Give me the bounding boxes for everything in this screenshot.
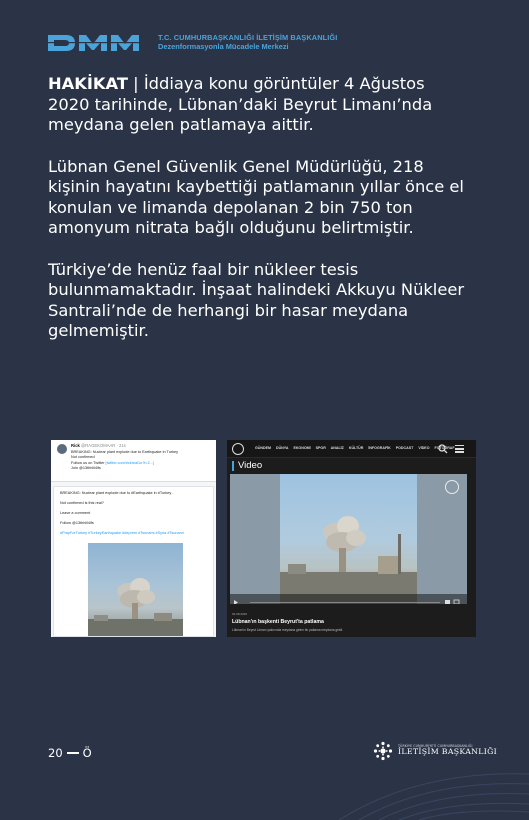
smoke-cloud-illustration — [280, 474, 417, 604]
menu-item: EKONOMİ — [293, 446, 311, 450]
tweet-text-line: Join @13thhill4ifs — [71, 466, 101, 470]
logo-institution-name: T.C. CUMHURBAŞKANLIĞI İLETİŞİM BAŞKANLIĞI — [158, 33, 338, 43]
menu-icon — [455, 445, 464, 453]
news-menu — [255, 446, 459, 450]
play-icon — [230, 597, 467, 604]
menu-item: VİDEO — [418, 446, 430, 450]
paragraph-explosion-cause: Lübnan Genel Güvenlik Genel Müdürlüğü, 218 kişinin hayatını kaybettiği patlamanın yıllar önce el konulan ve limanda depolanan 2 bin 750 ton amonyum nitrata bağlı olduğunu belirtmiştir. — [48, 156, 464, 237]
video-player — [230, 474, 467, 604]
menu-item: ANALİZ — [330, 446, 344, 450]
news-navbar — [227, 440, 476, 458]
logo-center-name: Dezenformasyonla Mücadele Merkezi — [158, 42, 289, 51]
smoke-cloud-illustration — [88, 543, 183, 636]
menu-item: DÜNYA — [275, 446, 289, 450]
menu-item: GÜNDEM — [255, 446, 271, 450]
tweet-text-line: BREAKING: Nuclear plant explode due to Earthquake in Turkey — [71, 450, 179, 454]
tweet-author: Rick — [71, 443, 80, 448]
menu-item: PODCAST — [395, 446, 414, 450]
explosion-photo — [88, 543, 183, 636]
tweet-screenshot — [51, 440, 216, 637]
paragraph1-text: İddiaya konu görüntüler 4 Ağustos 2020 tarihinde, Lübnan’daki Beyrut Limanı’nda meydana gelen patlamaya aittir. — [48, 74, 433, 134]
section-title: Video — [232, 461, 262, 471]
institution-small-text: TÜRKİYE CUMHURİYETİ CUMHURBAŞKANLIĞI — [398, 743, 473, 748]
aa-logo-icon — [232, 443, 244, 455]
video-description: Lübnan'ın Beyrut Limanı yakınında meydana gelen bir patlama meydana geldi. — [232, 628, 344, 632]
dmm-logo-mark — [48, 32, 152, 54]
video-date: 04.08.2020 — [232, 612, 248, 616]
hakikat-label: HAKİKAT — [48, 74, 128, 93]
page-mark: Ö — [82, 746, 92, 760]
menu-item: İNFOGRAFİK — [368, 446, 391, 450]
aa-watermark-icon — [445, 480, 459, 494]
article-body — [48, 74, 468, 363]
search-icon — [438, 444, 448, 454]
decorative-waves — [299, 730, 529, 820]
news-video-screenshot — [227, 440, 476, 637]
explosion-video-frame — [280, 474, 417, 604]
institution-name: İLETİŞİM BAŞKANLIĞI — [398, 747, 498, 757]
tweet-text-line: Follow us on Twitter — [71, 461, 105, 465]
tweet-text-line: Not confirmed — [71, 455, 95, 459]
paragraph-nuclear-status: Türkiye’de henüz faal bir nükleer tesis bulunmamaktadır. İnşaat halindeki Akkuyu Nükleer Santrali’nde de herhangi bir hasar meydana gelmemiştir. — [48, 259, 465, 340]
tweet-card — [53, 486, 214, 637]
tweet-hashtags: #PrayForTurkey #TurkeyEarthquake #deprem #Tsunami #Syria #Tsunami — [60, 531, 184, 535]
tweet-card-line: Not confirmed is this real? — [60, 501, 104, 505]
tweet-card-line: Leave a comment — [60, 511, 91, 515]
video-controls — [230, 594, 467, 604]
paragraph-verdict — [48, 74, 468, 136]
menu-item: KÜLTÜR — [348, 446, 364, 450]
page-number-value: 20 — [48, 746, 63, 760]
dmm-logo — [48, 32, 337, 54]
separator: | — [133, 74, 139, 93]
page-number — [48, 746, 92, 760]
menu-item: SPOR — [315, 446, 326, 450]
tweet-handle: @RAGEKOMAAR · 21s — [81, 443, 126, 448]
video-caption: Lübnan'ın başkenti Beyrut'ta patlama — [232, 619, 324, 625]
tweet-card-line: Follow @13thhill4ifs — [60, 521, 94, 525]
menu-item: FOTOĞRAF — [434, 446, 455, 450]
tweet-link: [twitter.com/rickreal1o?t=2...] — [105, 461, 154, 465]
top-tweet — [51, 440, 216, 482]
avatar — [57, 444, 67, 454]
tweet-card-line: BREAKING: Nuclear plant explode due to #Earthquake in #Turkey . — [60, 491, 174, 495]
divider — [67, 752, 79, 753]
